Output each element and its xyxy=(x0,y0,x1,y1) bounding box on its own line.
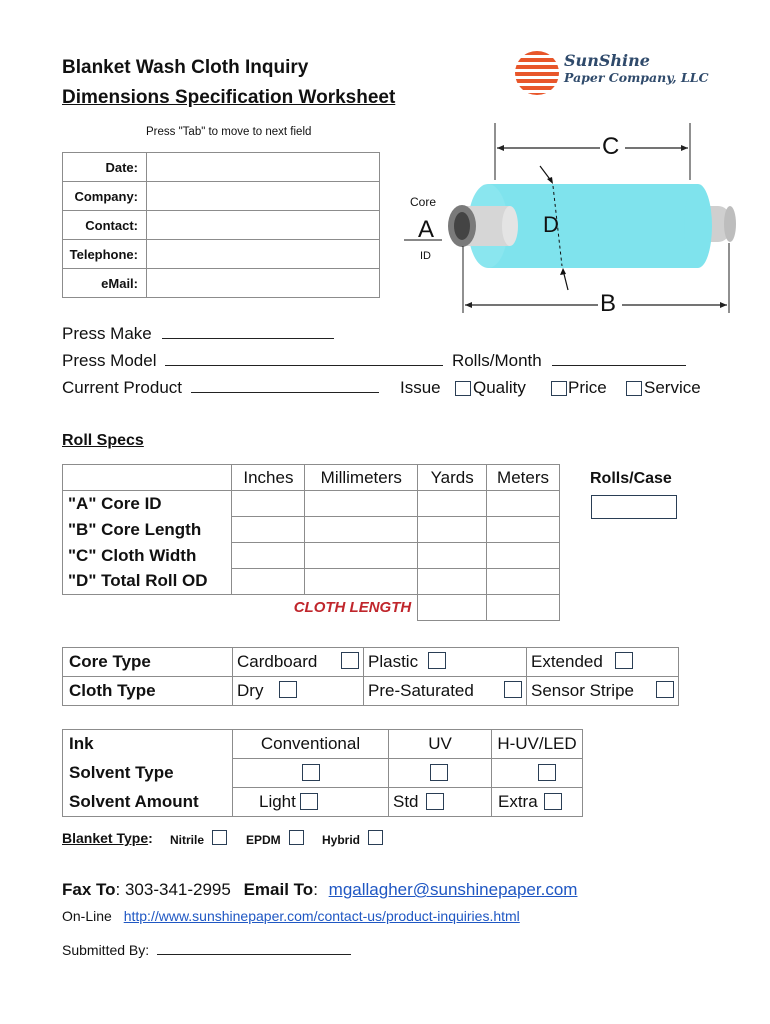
epdm-label: EPDM xyxy=(246,833,281,847)
core-type-label: Core Type xyxy=(63,648,233,677)
sensor-stripe-checkbox[interactable] xyxy=(656,681,674,698)
extended-label: Extended xyxy=(531,652,603,671)
cell-input[interactable] xyxy=(305,543,418,569)
fax-label: Fax To xyxy=(62,880,116,899)
pre-saturated-label: Pre-Saturated xyxy=(368,681,474,700)
ink-table xyxy=(62,729,583,817)
light-checkbox[interactable] xyxy=(300,793,318,810)
extended-checkbox[interactable] xyxy=(615,652,633,669)
blanket-type-label: Blanket Type xyxy=(62,830,149,846)
email-colon: : xyxy=(313,880,318,899)
rolls-case-label: Rolls/Case xyxy=(590,470,672,487)
cell-input[interactable] xyxy=(305,517,418,543)
hybrid-label: Hybrid xyxy=(322,833,361,847)
press-model-field[interactable] xyxy=(165,352,443,366)
cell-input[interactable] xyxy=(232,543,305,569)
cloth-type-label: Cloth Type xyxy=(63,677,233,706)
dimension-c-label: C xyxy=(602,133,620,160)
conventional-checkbox[interactable] xyxy=(302,764,320,781)
rolls-case-field[interactable] xyxy=(591,495,677,519)
light-label: Light xyxy=(259,792,296,811)
hybrid-checkbox[interactable] xyxy=(368,830,383,845)
cell-input[interactable] xyxy=(305,569,418,595)
dry-checkbox[interactable] xyxy=(279,681,297,698)
cell-input[interactable] xyxy=(487,543,560,569)
row-core-id: "A" Core ID xyxy=(63,491,232,517)
email-link[interactable]: mgallagher@sunshinepaper.com xyxy=(328,880,578,899)
rolls-month-field[interactable] xyxy=(552,352,686,366)
solvent-amount-label: Solvent Amount xyxy=(63,788,233,817)
plastic-label: Plastic xyxy=(368,652,419,671)
id-label: ID xyxy=(420,250,431,262)
row-core-length: "B" Core Length xyxy=(63,517,232,543)
cloth-length-meters-field[interactable] xyxy=(487,595,560,621)
cell-input[interactable] xyxy=(418,543,487,569)
contact-field[interactable] xyxy=(147,211,380,240)
cell-input[interactable] xyxy=(418,517,487,543)
col-meters: Meters xyxy=(487,465,560,491)
nitrile-checkbox[interactable] xyxy=(212,830,227,845)
cardboard-label: Cardboard xyxy=(237,652,318,671)
issue-quality-checkbox[interactable] xyxy=(455,381,471,396)
telephone-label: Telephone: xyxy=(63,240,147,269)
fax-number: : 303-341-2995 xyxy=(115,880,231,899)
company-logo xyxy=(514,50,714,100)
dimension-b-label: B xyxy=(600,290,617,317)
extra-label: Extra xyxy=(498,792,538,811)
roll-specs-heading: Roll Specs xyxy=(62,432,144,449)
nitrile-label: Nitrile xyxy=(170,833,205,847)
cardboard-checkbox[interactable] xyxy=(341,652,359,669)
roll-diagram xyxy=(400,118,745,323)
cell-input[interactable] xyxy=(487,569,560,595)
telephone-field[interactable] xyxy=(147,240,380,269)
ink-conventional-label: Conventional xyxy=(233,730,389,759)
inquiry-url-link[interactable]: http://www.sunshinepaper.com/contact-us/product-inquiries.html xyxy=(123,908,520,924)
dimension-a-label: A xyxy=(418,216,435,243)
row-cloth-width: "C" Cloth Width xyxy=(63,543,232,569)
issue-quality-label: Quality xyxy=(473,378,526,397)
sensor-stripe-label: Sensor Stripe xyxy=(531,681,634,700)
online-label: On-Line xyxy=(62,908,112,924)
press-make-field[interactable] xyxy=(162,325,334,339)
col-yards: Yards xyxy=(418,465,487,491)
logo-line-2: Paper Company, LLC xyxy=(564,70,709,85)
std-checkbox[interactable] xyxy=(426,793,444,810)
ink-label: Ink xyxy=(63,730,233,759)
company-label: Company: xyxy=(63,182,147,211)
cloth-length-yards-field[interactable] xyxy=(418,595,487,621)
title-line-1: Blanket Wash Cloth Inquiry xyxy=(62,57,309,78)
cell-input[interactable] xyxy=(418,491,487,517)
issue-price-checkbox[interactable] xyxy=(551,381,567,396)
pre-saturated-checkbox[interactable] xyxy=(504,681,522,698)
std-label: Std xyxy=(393,792,419,811)
contact-form-table xyxy=(62,152,380,298)
submitted-by-field[interactable] xyxy=(157,943,351,955)
cell-input[interactable] xyxy=(232,569,305,595)
date-field[interactable] xyxy=(147,153,380,182)
press-make-label: Press Make xyxy=(62,324,152,343)
rolls-month-label: Rolls/Month xyxy=(451,351,542,370)
dimension-d-label: D xyxy=(543,212,559,237)
ink-huv-led-label: H-UV/LED xyxy=(492,730,583,759)
cell-input[interactable] xyxy=(232,491,305,517)
col-millimeters: Millimeters xyxy=(305,465,418,491)
uv-checkbox[interactable] xyxy=(430,764,448,781)
cloth-length-label: CLOTH LENGTH xyxy=(293,599,412,617)
sun-logo-icon xyxy=(514,50,560,96)
cell-input[interactable] xyxy=(232,517,305,543)
current-product-label: Current Product xyxy=(62,378,182,397)
tab-hint: Press "Tab" to move to next field xyxy=(146,126,312,138)
blanket-colon: : xyxy=(148,830,153,846)
core-label: Core xyxy=(410,195,437,209)
logo-line-1: SunShine xyxy=(564,51,650,70)
type-table xyxy=(62,647,679,706)
cell-input[interactable] xyxy=(487,491,560,517)
date-label: Date: xyxy=(63,153,147,182)
roll-specs-table xyxy=(62,464,560,621)
issue-price-label: Price xyxy=(568,378,607,397)
company-field[interactable] xyxy=(147,182,380,211)
issue-label: Issue xyxy=(400,378,441,397)
epdm-checkbox[interactable] xyxy=(289,830,304,845)
dry-label: Dry xyxy=(237,681,264,700)
issue-service-checkbox[interactable] xyxy=(626,381,642,396)
press-model-label: Press Model xyxy=(62,351,157,370)
submitted-by-label: Submitted By: xyxy=(62,942,150,958)
email-to-label: Email To xyxy=(243,880,314,899)
row-total-roll-od: "D" Total Roll OD xyxy=(63,569,232,595)
cell-input[interactable] xyxy=(418,569,487,595)
cell-input[interactable] xyxy=(487,517,560,543)
col-inches: Inches xyxy=(232,465,305,491)
current-product-field[interactable] xyxy=(191,379,379,393)
ink-uv-label: UV xyxy=(389,730,492,759)
plastic-checkbox[interactable] xyxy=(428,652,446,669)
email-field[interactable] xyxy=(147,269,380,298)
extra-checkbox[interactable] xyxy=(544,793,562,810)
huv-led-checkbox[interactable] xyxy=(538,764,556,781)
email-label: eMail: xyxy=(63,269,147,298)
solvent-type-label: Solvent Type xyxy=(63,759,233,788)
title-line-2: Dimensions Specification Worksheet xyxy=(62,87,396,108)
issue-service-label: Service xyxy=(644,378,701,397)
cell-input[interactable] xyxy=(305,491,418,517)
contact-label: Contact: xyxy=(63,211,147,240)
